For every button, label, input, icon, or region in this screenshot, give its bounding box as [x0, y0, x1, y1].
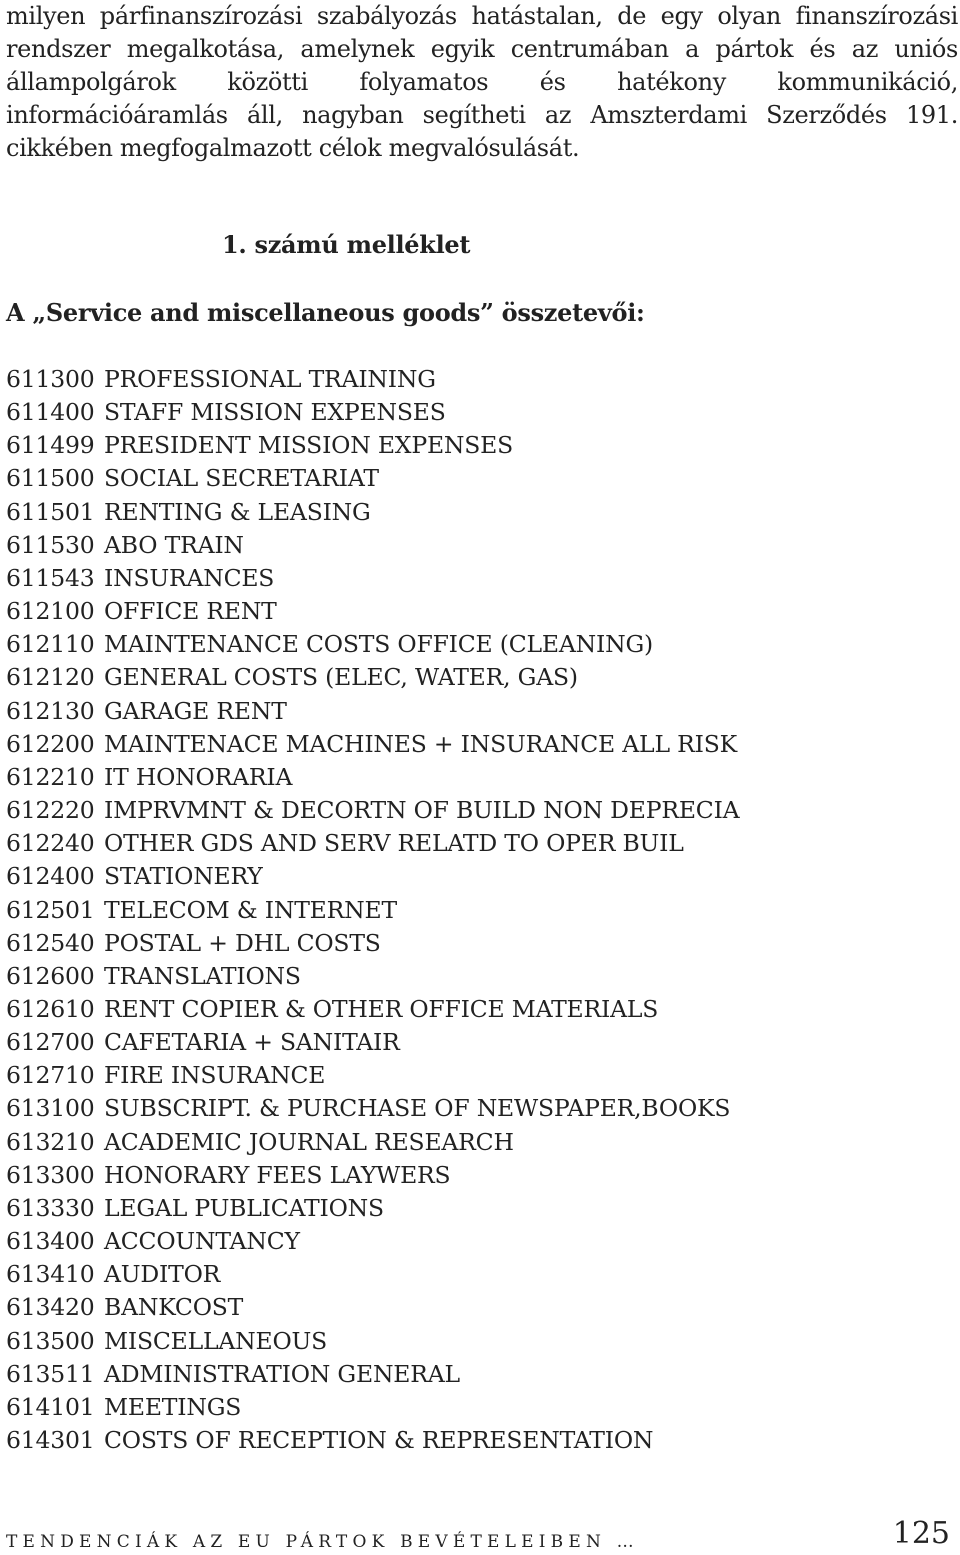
item-description: OTHER GDS AND SERV RELATD TO OPER BUIL [104, 829, 684, 858]
item-code: 612100 [6, 597, 95, 626]
item-code: 612220 [6, 796, 95, 825]
item-description: AUDITOR [104, 1260, 221, 1289]
item-code: 613300 [6, 1160, 95, 1189]
item-code: 614301 [6, 1426, 95, 1454]
list-item [6, 396, 739, 429]
item-code: 612540 [6, 928, 95, 957]
item-description: RENT COPIER & OTHER OFFICE MATERIALS [104, 994, 659, 1023]
list-item [6, 363, 739, 396]
item-code: 613511 [6, 1359, 95, 1388]
list-item [6, 894, 739, 927]
item-code: 612400 [6, 862, 95, 891]
item-description: HONORARY FEES LAYWERS [104, 1160, 451, 1189]
item-code: 613410 [6, 1260, 95, 1289]
item-description: SOCIAL SECRETARIAT [104, 464, 379, 493]
list-item [6, 728, 739, 761]
list-item [6, 1192, 739, 1225]
item-code: 613500 [6, 1326, 95, 1355]
list-item [6, 860, 739, 893]
list-item [6, 1291, 739, 1324]
item-code: 611300 [6, 365, 95, 393]
item-code: 612610 [6, 994, 95, 1023]
item-code: 612200 [6, 729, 95, 758]
list-item [6, 562, 739, 595]
item-code: 613330 [6, 1193, 95, 1222]
item-code: 611530 [6, 530, 95, 559]
item-description: STAFF MISSION EXPENSES [104, 398, 446, 427]
list-item [6, 429, 739, 462]
item-code: 613420 [6, 1293, 95, 1322]
list-item [6, 462, 739, 495]
list-item [6, 529, 739, 562]
item-code: 611400 [6, 398, 95, 427]
page-number: 125 [892, 1516, 950, 1551]
item-code: 613100 [6, 1094, 95, 1123]
list-item [6, 794, 739, 827]
annex-title: 1. számú melléklet [222, 230, 471, 259]
intro-paragraph: milyen párfinanszírozási szabályozás hatástalan, de egy olyan finanszírozási rendszer megalkotása, amelynek egyik centrumában a pártok és az uniós állampolgárok közötti folyamatos és hatékony kommunikáció, információáramlás áll, nagyban segítheti az Amszterdami Szerződés 191. cikkében megfogalmazott célok megvalósulását. [6, 2, 958, 162]
item-code: 611499 [6, 431, 95, 460]
annex-subtitle: A „Service and miscellaneous goods” összetevői: [6, 298, 645, 327]
list-item [6, 827, 739, 860]
item-description: FIRE INSURANCE [104, 1061, 326, 1090]
item-code: 611501 [6, 497, 95, 526]
item-code: 612710 [6, 1061, 95, 1090]
list-item [6, 1159, 739, 1192]
item-code: 611500 [6, 464, 95, 493]
list-item [6, 695, 739, 728]
item-description: BANKCOST [104, 1293, 244, 1322]
item-description: MAINTENANCE COSTS OFFICE (CLEANING) [104, 630, 653, 659]
item-description: SUBSCRIPT. & PURCHASE OF NEWSPAPER,BOOKS [104, 1094, 731, 1123]
item-description: IMPRVMNT & DECORTN OF BUILD NON DEPRECIA [104, 796, 740, 825]
running-title: TENDENCIÁK AZ EU PÁRTOK BEVÉTELEIBEN … [6, 1532, 639, 1552]
item-code: 612501 [6, 895, 95, 924]
item-description: LEGAL PUBLICATIONS [104, 1193, 384, 1222]
item-code: 612700 [6, 1028, 95, 1057]
item-description: GENERAL COSTS (ELEC, WATER, GAS) [104, 663, 578, 692]
item-description: TELECOM & INTERNET [104, 895, 397, 924]
item-description: RENTING & LEASING [104, 497, 371, 526]
item-code: 612600 [6, 961, 95, 990]
list-item [6, 595, 739, 628]
item-description: MEETINGS [104, 1392, 242, 1421]
list-item [6, 993, 739, 1026]
list-item [6, 1358, 739, 1391]
item-description: MISCELLANEOUS [104, 1326, 328, 1355]
list-item [6, 960, 739, 993]
item-code: 613210 [6, 1127, 95, 1156]
item-code: 611543 [6, 563, 95, 592]
item-code: 613400 [6, 1227, 95, 1256]
item-description: OFFICE RENT [104, 597, 277, 626]
item-code: 612120 [6, 663, 95, 692]
item-description: ADMINISTRATION GENERAL [104, 1359, 460, 1388]
list-item [6, 1126, 739, 1159]
expense-code-list [6, 363, 739, 1457]
item-description: TRANSLATIONS [104, 961, 301, 990]
item-description: ACADEMIC JOURNAL RESEARCH [104, 1127, 514, 1156]
list-item [6, 1059, 739, 1092]
list-item [6, 1225, 739, 1258]
item-description: STATIONERY [104, 862, 263, 891]
item-description: INSURANCES [104, 563, 275, 592]
list-item [6, 927, 739, 960]
list-item [6, 1026, 739, 1059]
item-code: 612210 [6, 762, 95, 791]
item-description: COSTS OF RECEPTION & REPRESENTATION [104, 1426, 654, 1454]
list-item [6, 628, 739, 661]
item-description: ACCOUNTANCY [104, 1227, 300, 1256]
list-item [6, 1092, 739, 1125]
item-description: IT HONORARIA [104, 762, 293, 791]
list-item [6, 1391, 739, 1424]
item-code: 612110 [6, 630, 95, 659]
item-description: MAINTENACE MACHINES + INSURANCE ALL RISK [104, 729, 737, 758]
list-item [6, 661, 739, 694]
list-item [6, 1258, 739, 1291]
item-code: 612130 [6, 696, 95, 725]
item-description: GARAGE RENT [104, 696, 287, 725]
item-description: CAFETARIA + SANITAIR [104, 1028, 400, 1057]
item-description: POSTAL + DHL COSTS [104, 928, 381, 957]
list-item [6, 496, 739, 529]
list-item [6, 761, 739, 794]
item-description: PROFESSIONAL TRAINING [104, 365, 436, 393]
list-item [6, 1325, 739, 1358]
item-code: 612240 [6, 829, 95, 858]
item-code: 614101 [6, 1392, 95, 1421]
list-item [6, 1424, 739, 1457]
item-description: ABO TRAIN [104, 530, 244, 559]
item-description: PRESIDENT MISSION EXPENSES [104, 431, 514, 460]
